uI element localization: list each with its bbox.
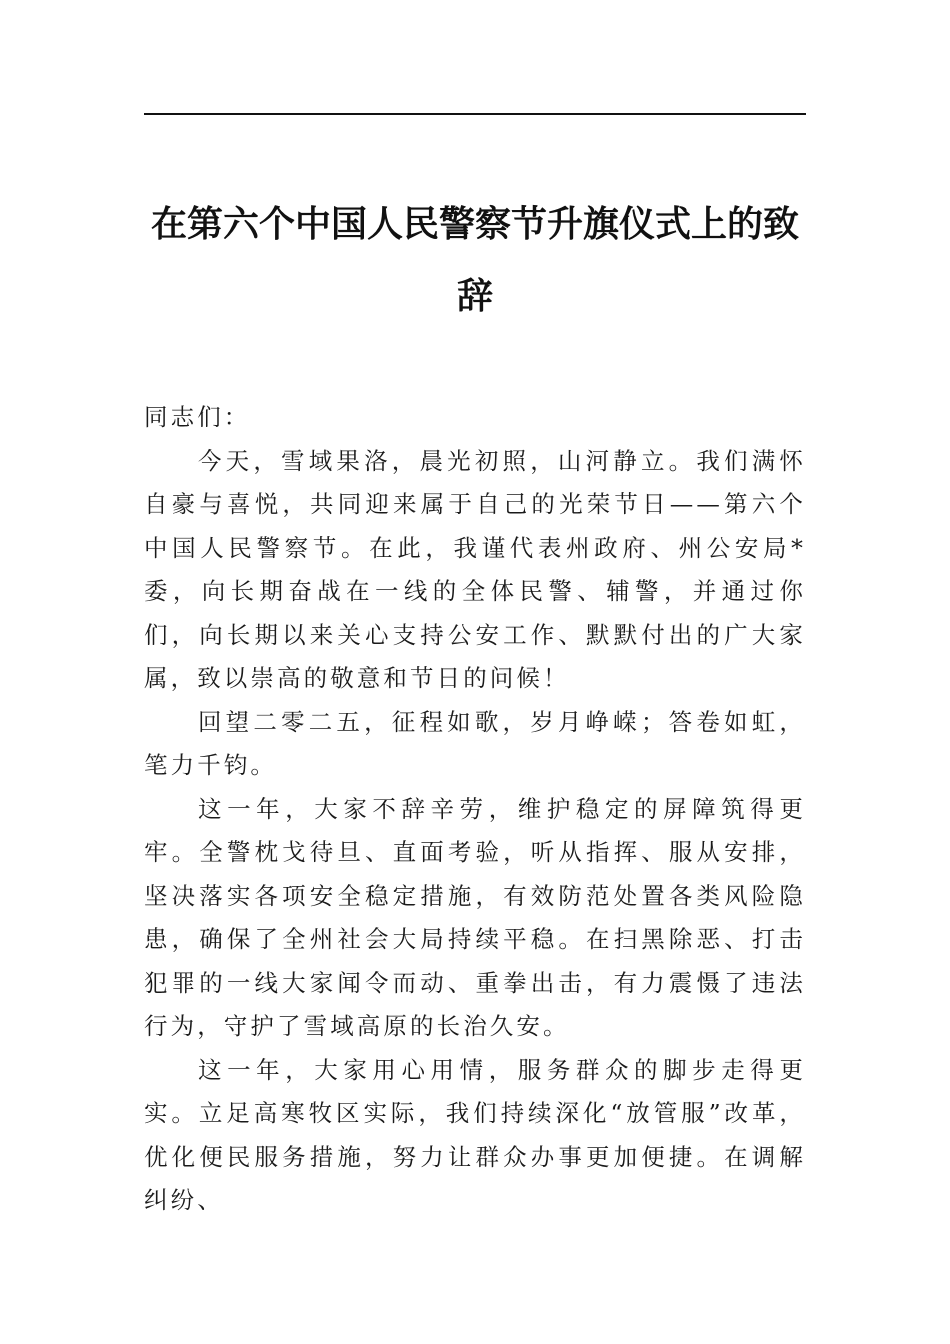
document-body: [144, 396, 806, 1223]
paragraph: 回望二零二五，征程如歌，岁月峥嵘；答卷如虹，笔力千钧。: [144, 707, 806, 779]
paragraph: 这一年，大家用心用情，服务群众的脚步走得更实。立足高寒牧区实际，我们持续深化“放管服”改革，优化便民服务措施，努力让群众办事更加便捷。在调解纠纷、: [144, 1055, 806, 1214]
header-rule: [144, 113, 806, 115]
paragraph: 这一年，大家不辞辛劳，维护稳定的屏障筑得更牢。全警枕戈待旦、直面考验，听从指挥、服从安排，坚决落实各项安全稳定措施，有效防范处置各类风险隐患，确保了全州社会大局持续平稳。在扫黑除恶、打击犯罪的一线大家闻令而动、重拳出击，有力震慑了违法行为，守护了雪域高原的长治久安。: [144, 794, 806, 1040]
salutation: 同志们：: [144, 403, 251, 431]
paragraph: 今天，雪域果洛，晨光初照，山河静立。我们满怀自豪与喜悦，共同迎来属于自己的光荣节日——第六个中国人民警察节。在此，我谨代表州政府、州公安局*委，向长期奋战在一线的全体民警、辅警，并通过你们，向长期以来关心支持公安工作、默默付出的广大家属，致以崇高的敬意和节日的问候！: [144, 446, 806, 692]
document-title: 在第六个中国人民警察节升旗仪式上的致辞: [150, 203, 799, 317]
